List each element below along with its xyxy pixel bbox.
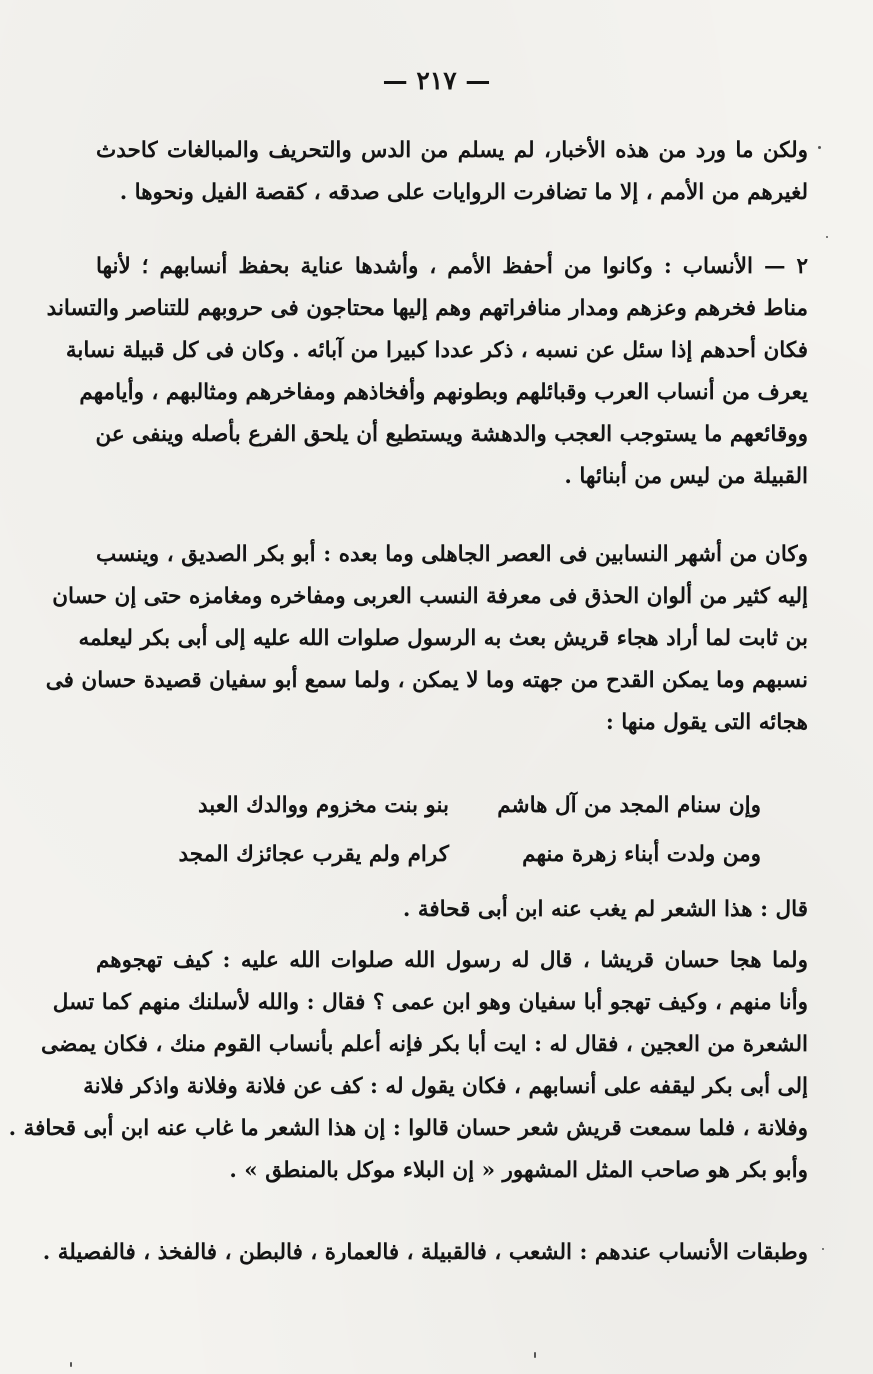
verse-1-first-hemistich: وإن سنام المجد من آل هاشم <box>497 793 761 818</box>
paragraph-genealogies <box>46 246 808 498</box>
text-line: يعرف من أنساب العرب وقبائلهم وبطونهم وأفخاذهم ومفاخرهم ومثالبهم ، وأيامهم <box>79 380 808 405</box>
verse-2-first-hemistich: ومن ولدت أبناء زهرة منهم <box>522 842 761 867</box>
text-line: نسبهم وما يمكن القدح من جهته وما لا يمكن ، ولما سمع أبو سفيان قصيدة حسان فى <box>45 668 808 693</box>
verse-1-second-hemistich: بنو بنت مخزوم ووالدك العبد <box>197 793 449 818</box>
text-line: القبيلة من ليس من أبنائها . <box>564 464 808 489</box>
paragraph-hassan-satire <box>8 940 808 1192</box>
text-line: وأنا منهم ، وكيف تهجو أبا سفيان وهو ابن عمى ؟ فقال : والله لأسلنك منهم كما تسل <box>52 990 808 1015</box>
text-line: هجائه التى يقول منها : <box>605 710 808 735</box>
text-line: وطبقات الأنساب عندهم : الشعب ، فالقبيلة ، فالعمارة ، فالبطن ، فالفخذ ، فالفصيلة . <box>42 1240 808 1265</box>
paper-speck <box>826 236 828 238</box>
verse-2-second-hemistich: كرام ولم يقرب عجائزك المجد <box>178 842 449 867</box>
text-line: قال : هذا الشعر لم يغب عنه ابن أبى قحافة . <box>402 897 808 922</box>
paper-speck <box>822 1248 824 1250</box>
text-line: إليه كثير من ألوان الحذق فى معرفة النسب العربى ومفاخره ومغامزه حتى إن حسان <box>52 584 808 609</box>
text-line: وفلانة ، فلما سمعت قريش شعر حسان قالوا : إن هذا الشعر ما غاب عنه ابن أبى قحافة . <box>8 1116 808 1141</box>
text-line: ووقائعهم ما يستوجب العجب والدهشة ويستطيع أن يلحق الفرع بأصله وينفى عن <box>95 422 808 447</box>
paragraph-genealogy-tiers <box>42 1232 808 1274</box>
paper-speck <box>818 146 821 149</box>
page-number: — ٢١٧ — <box>382 66 491 95</box>
paragraph-history-distortion <box>96 130 808 214</box>
text-line: ولكن ما ورد من هذه الأخبار، لم يسلم من الدس والتحريف والمبالغات كاحدث <box>96 138 808 163</box>
paper-speck <box>70 1362 72 1367</box>
text-line: ٢ — الأنساب : وكانوا من أحفظ الأمم ، وأشدها عناية بحفظ أنسابهم ؛ لأنها <box>96 254 808 279</box>
text-line: مناط فخرهم وعزهم ومدار منافراتهم وهم إليها محتاجون فى حروبهم للتناصر والتساند <box>46 296 808 321</box>
text-line: وأبو بكر هو صاحب المثل المشهور « إن البلاء موكل بالمنطق » . <box>229 1158 808 1183</box>
text-line: إلى أبى بكر ليقفه على أنسابهم ، فكان يقول له : كف عن فلانة وفلانة واذكر فلانة <box>83 1074 808 1099</box>
text-line: فكان أحدهم إذا سئل عن نسبه ، ذكر عددا كبيرا من آبائه . وكان فى كل قبيلة نسابة <box>65 338 808 363</box>
paper-speck <box>534 1352 536 1358</box>
text-line: بن ثابت لما أراد هجاء قريش بعث به الرسول صلوات الله عليه إلى أبى بكر ليعلمه <box>78 626 808 651</box>
paragraph-famous-genealogists <box>45 534 808 744</box>
paragraph-abu-sufyan-remark <box>96 889 808 931</box>
text-line: الشعرة من العجين ، فقال له : ايت أبا بكر فإنه أعلم بأنساب القوم منك ، فكان يمضى <box>41 1032 808 1057</box>
text-line: لغيرهم من الأمم ، إلا ما تضافرت الروايات على صدقه ، كقصة الفيل ونحوها . <box>119 180 808 205</box>
text-line: ولما هجا حسان قريشا ، قال له رسول الله صلوات الله عليه : كيف تهجوهم <box>96 948 808 973</box>
text-line: وكان من أشهر النسابين فى العصر الجاهلى وما بعده : أبو بكر الصديق ، وينسب <box>96 542 808 567</box>
